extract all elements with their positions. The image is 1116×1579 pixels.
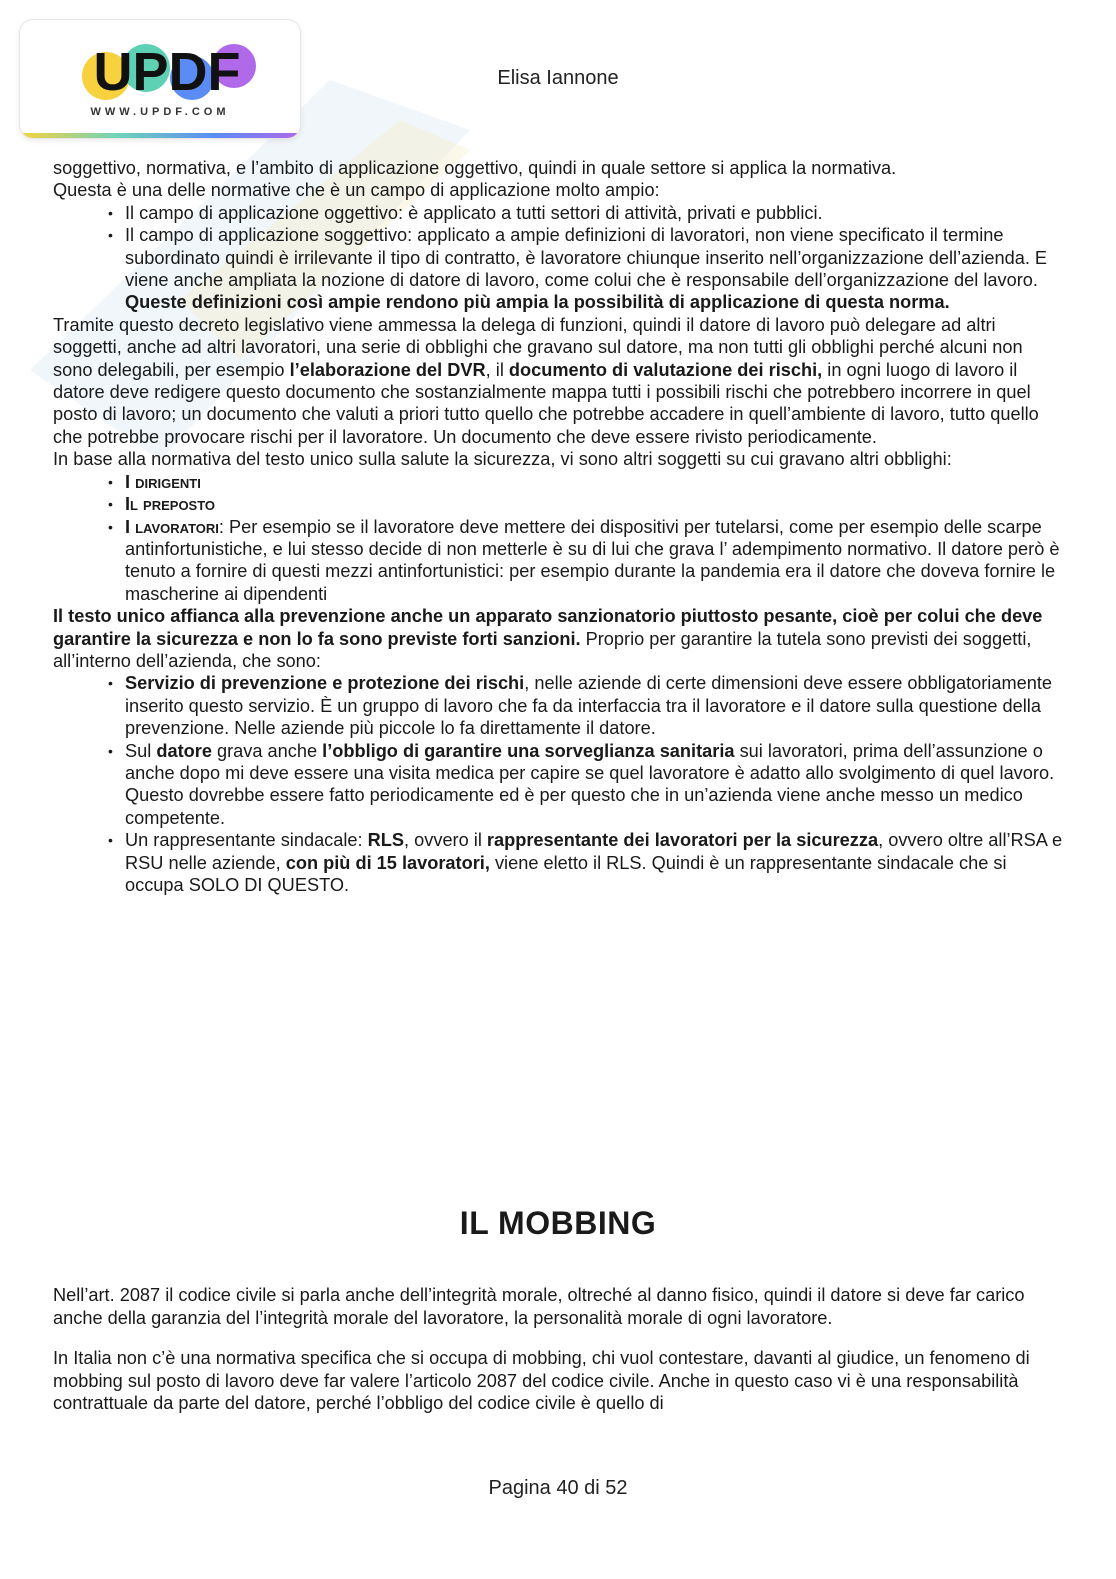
list-item: • I lavoratori: Per esempio se il lavoratore deve mettere dei dispositivi per tutelarsi, come per esempio delle scarpe antinfortunistiche, e lui stesso decide di non metterle è su di lui che grava l’ adempimento normativo. Il datore però è tenuto a fornire di questi mezzi antinfortunistici: per esempio durante la pandemia era il datore che doveva fornire le mascherine ai dipendenti [125,516,1063,606]
section-content [53,1266,1063,1433]
paragraph: In Italia non c’è una normativa specifica che si occupa di mobbing, chi vuol contestare, davanti al giudice, un fenomeno di mobbing sul posto di lavoro deve far valere l’articolo 2087 del codice civile. Anche in questo caso vi è una responsabilità contrattuale da parte del datore, perché l’obbligo del codice civile è quello di [53,1348,1030,1413]
list-item: • Servizio di prevenzione e protezione dei rischi, nelle aziende di certe dimensioni deve essere obbligatoriamente inserito questo servizio. È un gruppo di lavoro che fa da interfaccia tra il lavoratore e il datore sulla questione della prevenzione. Nelle aziende più piccole lo fa direttamente il datore. [125,672,1063,739]
bullet-list [53,471,1063,605]
list-item: • Il preposto [125,493,1063,515]
paragraph: Nell’art. 2087 il codice civile si parla anche dell’integrità morale, oltreché al danno fisico, quindi il datore si deve far carico anche della garanzia del l’integrità morale del lavoratore, la personalità morale di ogni lavoratore. [53,1285,1025,1328]
list-item: • I dirigenti [125,471,1063,493]
paragraph: Tramite questo decreto legislativo viene ammessa la delega di funzioni, quindi il datore di lavoro può delegare ad altri soggetti, anche ad altri lavoratori, una serie di obblighi che gravano sul datore, ma non tutti gli obblighi perché alcuni non sono delegabili, per esempio l’elaborazione del DVR, il documento di valutazione dei rischi, in ogni luogo di lavoro il datore deve redigere questo documento che sostanzialmente mappa tutti i possibili rischi che potrebbero incorrere in quel posto di lavoro; un documento che valuti a priori tutto quello che potrebbe accadere in quell’ambiente di lavoro, tutto quello che potrebbe provocare rischi per il lavoratore. Un documento che deve essere rivisto periodicamente. [53,314,1039,447]
paragraph: Questa è una delle normative che è un campo di applicazione molto ampio: [53,180,660,201]
paragraph: In base alla normativa del testo unico sulla salute la sicurezza, vi sono altri soggetti su cui gravano altri obblighi: [53,449,952,470]
paragraph: Il testo unico affianca alla prevenzione anche un apparato sanzionatorio piuttosto pesante, cioè per colui che deve garantire la sicurezza e non lo fa sono previste forti sanzioni. Proprio per garantire la tutela sono previsti dei soggetti, all’interno dell’azienda, che sono: [53,606,1043,671]
bold-text: Queste definizioni così ampie rendono più ampia la possibilità di applicazione di questa norma. [125,292,950,313]
section-title: IL MOBBING [459,1205,657,1241]
main-content [53,157,1063,896]
paragraph: soggettivo, normativa, e l’ambito di applicazione oggettivo, quindi in quale settore si applica la normativa. [53,158,897,178]
header-author: Elisa Iannone [497,67,619,89]
list-item: • Il campo di applicazione soggettivo: applicato a ampie definizioni di lavoratori, non viene specificato il termine subordinato quindi è irrilevante il tipo di contratto, è lavoratore chiunque inserito nell’organizzazione dell’azienda. E viene anche ampliata la nozione di datore di lavoro, come colui che è responsabile dell’organizzazione del lavoro. Queste definizioni così ampie rendono più ampia la possibilità di applicazione di questa norma. [125,224,1063,314]
list-item: • Sul datore grava anche l’obbligo di garantire una sorveglianza sanitaria sui lavoratori, prima dell’assunzione o anche dopo mi deve essere una visita medica per capire se quel lavoratore è adatto allo svolgimento di quel lavoro. Questo dovrebbe essere fatto periodicamente ed è per questo che in un’azienda viene anche messo un medico competente. [125,740,1063,830]
list-item: • Un rappresentante sindacale: RLS, ovvero il rappresentante dei lavoratori per la sicurezza, ovvero oltre all’RSA e RSU nelle aziende, con più di 15 lavoratori, viene eletto il RLS. Quindi è un rappresentante sindacale che si occupa SOLO DI QUESTO. [125,829,1063,896]
brand-text: UPDF [93,42,241,102]
list-item: • Il campo di applicazione oggettivo: è applicato a tutti settori di attività, privati e pubblici. [125,202,1063,224]
bullet-list [53,202,1063,314]
logo-accent-bar [20,133,300,138]
page-number: Pagina 40 di 52 [488,1477,628,1499]
logo-url: WWW.UPDF.COM [90,106,230,118]
bullet-list [53,672,1063,896]
